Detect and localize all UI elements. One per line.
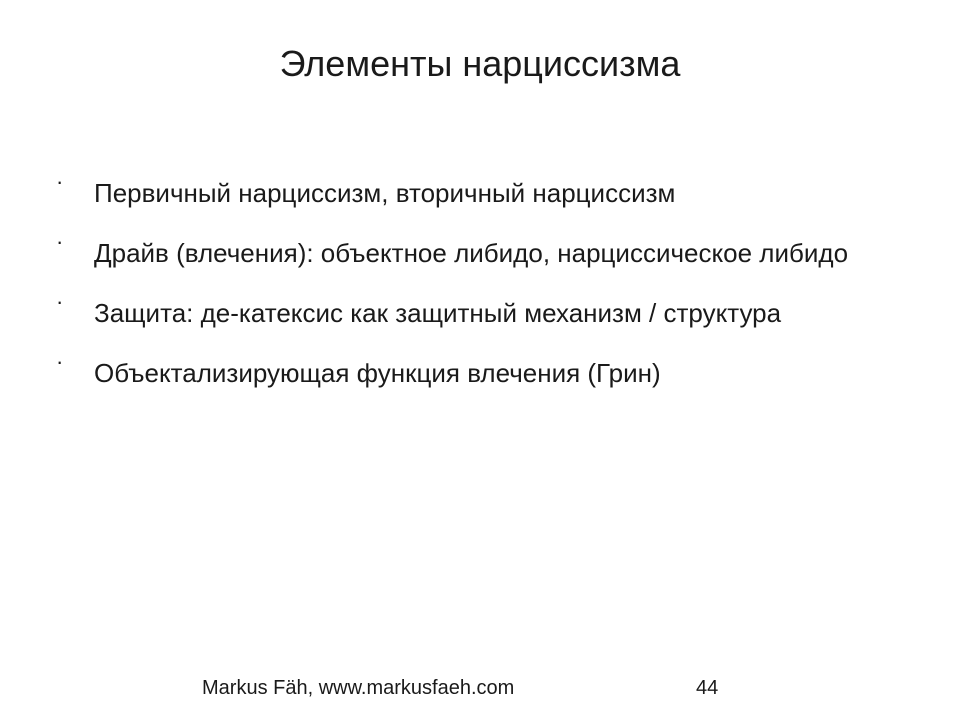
bullet-marker-icon: · (56, 169, 64, 194)
page-number: 44 (696, 677, 719, 699)
list-item (56, 349, 896, 391)
bullet-list (56, 169, 896, 415)
list-item (56, 169, 896, 211)
bullet-text: Драйв (влечения): объектное либидо, нарциссическое либидо (94, 238, 849, 268)
footer-author: Markus Fäh, www.markusfaeh.com (202, 677, 515, 699)
bullet-text: Первичный нарциссизм, вторичный нарциссизм (94, 178, 676, 208)
bullet-marker-icon: · (56, 289, 64, 314)
bullet-marker-icon: · (56, 229, 64, 254)
slide-title: Элементы нарциссизма (279, 43, 681, 84)
bullet-marker-icon: · (56, 349, 64, 374)
bullet-text: Защита: де-катексис как защитный механизм / структура (94, 298, 782, 328)
bullet-text: Объектализирующая функция влечения (Грин) (94, 358, 661, 388)
list-item (56, 289, 896, 331)
list-item (56, 229, 896, 271)
